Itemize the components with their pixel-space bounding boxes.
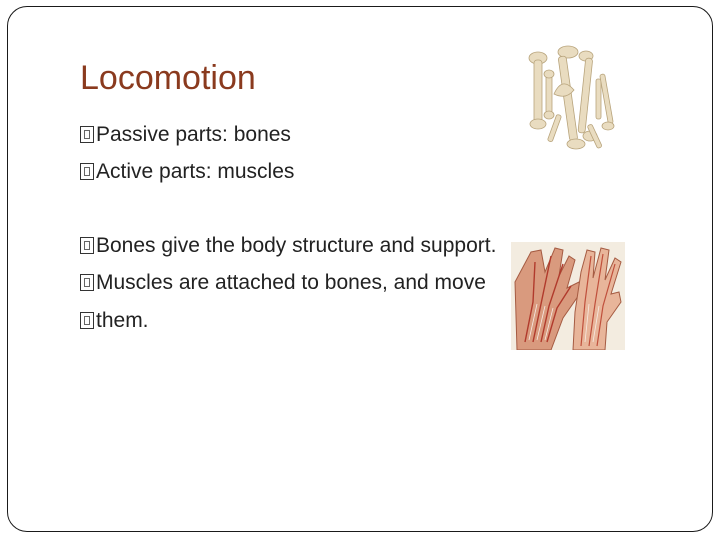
bullet-text: them. xyxy=(96,309,149,332)
bullet-muscles-attached xyxy=(80,272,486,293)
bullet-text: Passive parts: bones xyxy=(96,123,291,146)
slide-title: Locomotion xyxy=(80,59,256,97)
bullet-marker-icon xyxy=(80,163,94,180)
bullet-text: Muscles are attached to bones, and move xyxy=(96,271,486,294)
bullet-bones-structure xyxy=(80,235,496,256)
bullet-text: Active parts: muscles xyxy=(96,160,295,183)
bullet-marker-icon xyxy=(80,237,94,254)
bullet-text: Bones give the body structure and support. xyxy=(96,234,497,257)
bullet-passive-parts xyxy=(80,124,291,145)
bullet-marker-icon xyxy=(80,312,94,329)
bullet-marker-icon xyxy=(80,126,94,143)
bullet-them xyxy=(80,310,149,331)
bullet-active-parts xyxy=(80,161,294,182)
bullet-marker-icon xyxy=(80,274,94,291)
bones-image xyxy=(524,44,616,156)
hand-anatomy-image xyxy=(511,242,625,350)
